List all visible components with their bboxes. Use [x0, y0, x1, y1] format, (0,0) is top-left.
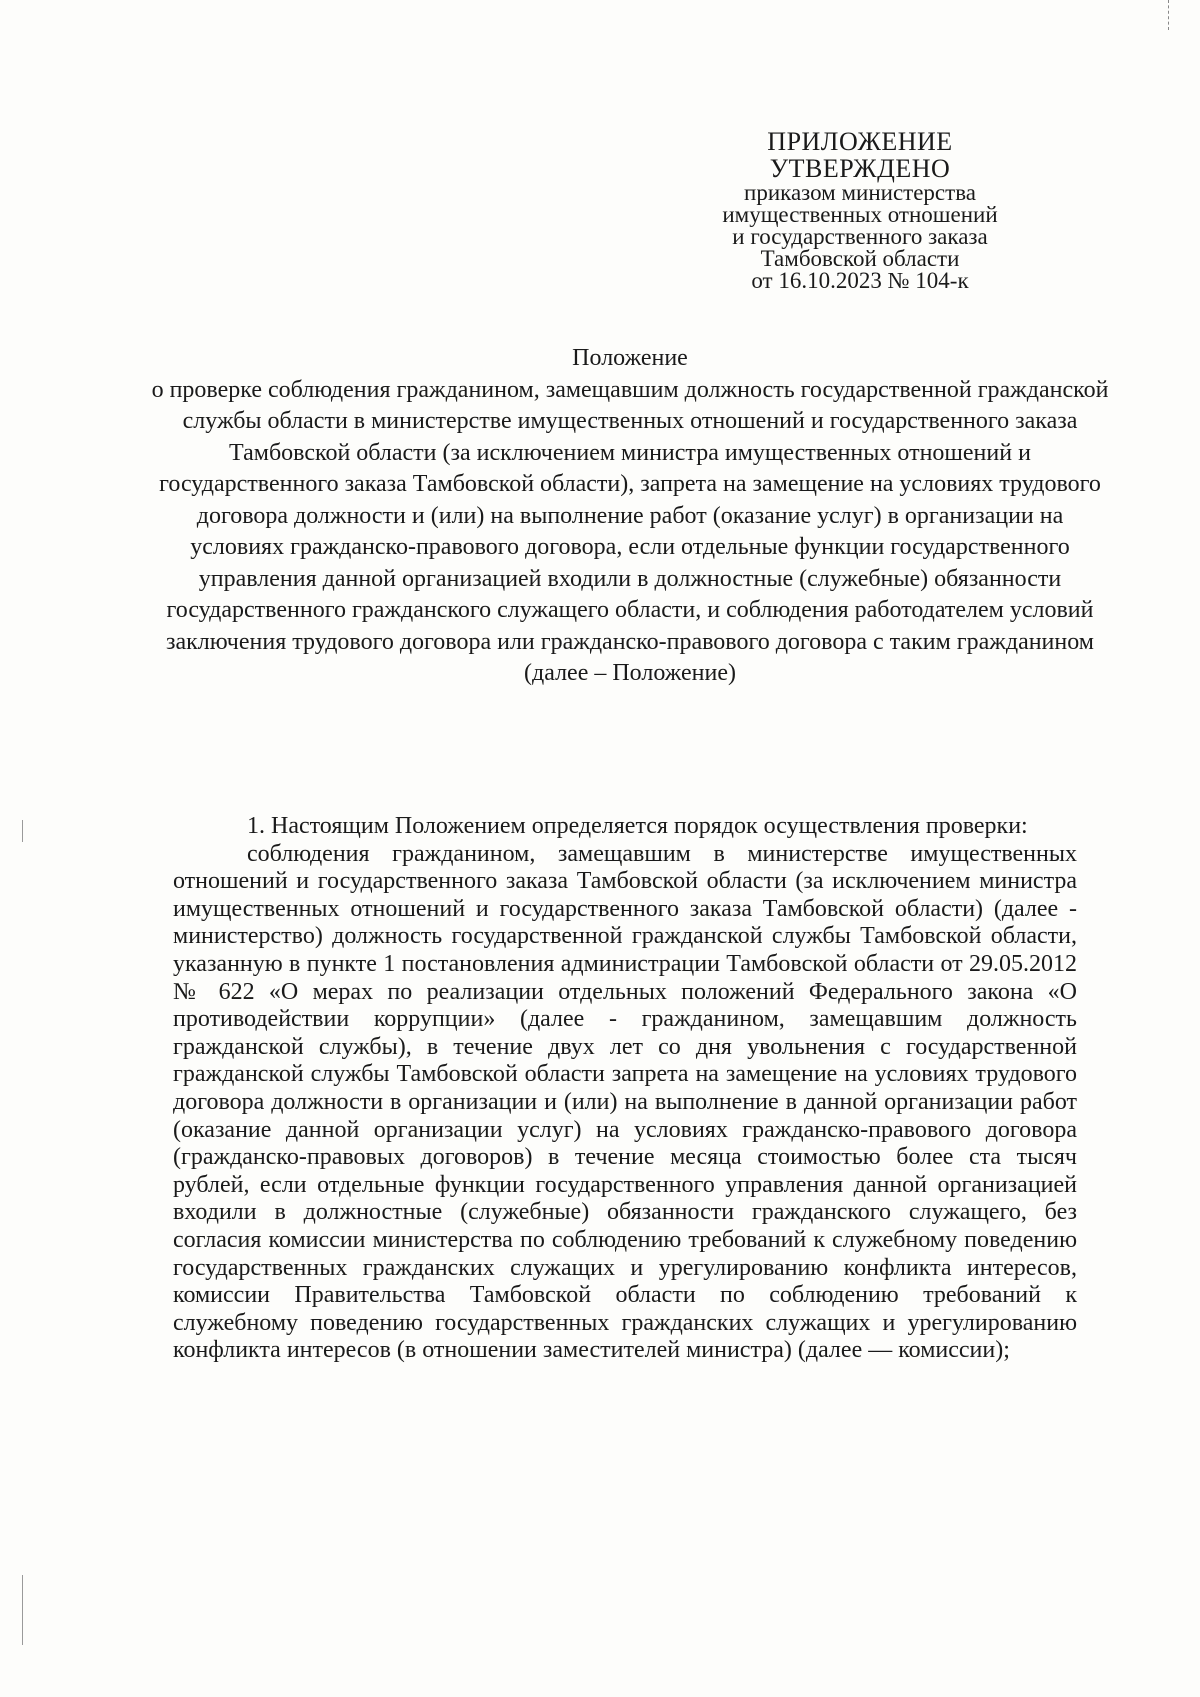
approval-line: и государственного заказа — [732, 224, 988, 249]
approved-label: УТВЕРЖДЕНО — [769, 154, 951, 183]
approval-line: Тамбовской области — [760, 246, 960, 271]
paragraph-1: соблюдения гражданином, замещавшим в министерстве имущественных отношений и государственного заказа Тамбовской области (за исключением министра имущественных отношений и государственного заказа Тамбовской области) (далее - министерство) должность государственной гражданской службы Тамбовской области, указанную в пункте 1 постановления администрации Тамбовской области от 29.05.2012 № 622 «О мерах по реализации отдельных положений Федерального закона «О противодействии коррупции» (далее - гражданином, замещавшим должность гражданской службы), в течение двух лет со дня увольнения с государственной гражданской службы Тамбовской области запрета на замещение на условиях трудового договора должности в организации и (или) на выполнение в данной организации работ (оказание данной организации услуг) на условиях гражданско-правового договора (гражданско-правовых договоров) в течение месяца стоимостью более ста тысяч рублей, если отдельные функции государственного управления данной организацией входили в должностные (служебные) обязанности гражданского служащего, без согласия комиссии министерства по соблюдению требований к служебному поведению государственных гражданских служащих и урегулированию конфликта интересов, комиссии Правительства Тамбовской области по соблюдению требований к служебному поведению государственных гражданских служащих и урегулированию конфликта интересов (в отношении заместителей министра) (далее — комиссии); — [173, 840, 1077, 1364]
scan-artifact — [22, 820, 23, 842]
approval-line: приказом министерства — [744, 180, 976, 205]
approval-stamp-block — [640, 128, 1080, 292]
appendix-label: ПРИЛОЖЕНИЕ — [767, 127, 953, 156]
document-body — [173, 813, 1077, 1365]
order-number: от 16.10.2023 № 104-к — [751, 268, 969, 293]
clause-1: 1. Настоящим Положением определяется порядок осуществления проверки: — [247, 813, 1028, 839]
scan-artifact — [22, 1575, 23, 1645]
title-heading: Положение — [572, 345, 688, 371]
scan-artifact — [1168, 0, 1172, 30]
document-title — [150, 343, 1110, 690]
title-text: о проверке соблюдения гражданином, замещавшим должность государственной гражданской службы области в министерстве имущественных отношений и государственного заказа Тамбовской области (за исключением министра имущественных отношений и государственного заказа Тамбовской области), запрета на замещение на условиях трудового договора должности и (или) на выполнение работ (оказание услуг) в организации на условиях гражданско-правового договора, если отдельные функции государственного управления данной организацией входили в должностные (служебные) обязанности государственного гражданского служащего области, и соблюдения работодателем условий заключения трудового договора или гражданско-правового договора с таким гражданином — [151, 376, 1109, 655]
title-abbreviation: (далее – Положение) — [524, 660, 736, 686]
approval-line: имущественных отношений — [722, 202, 998, 227]
